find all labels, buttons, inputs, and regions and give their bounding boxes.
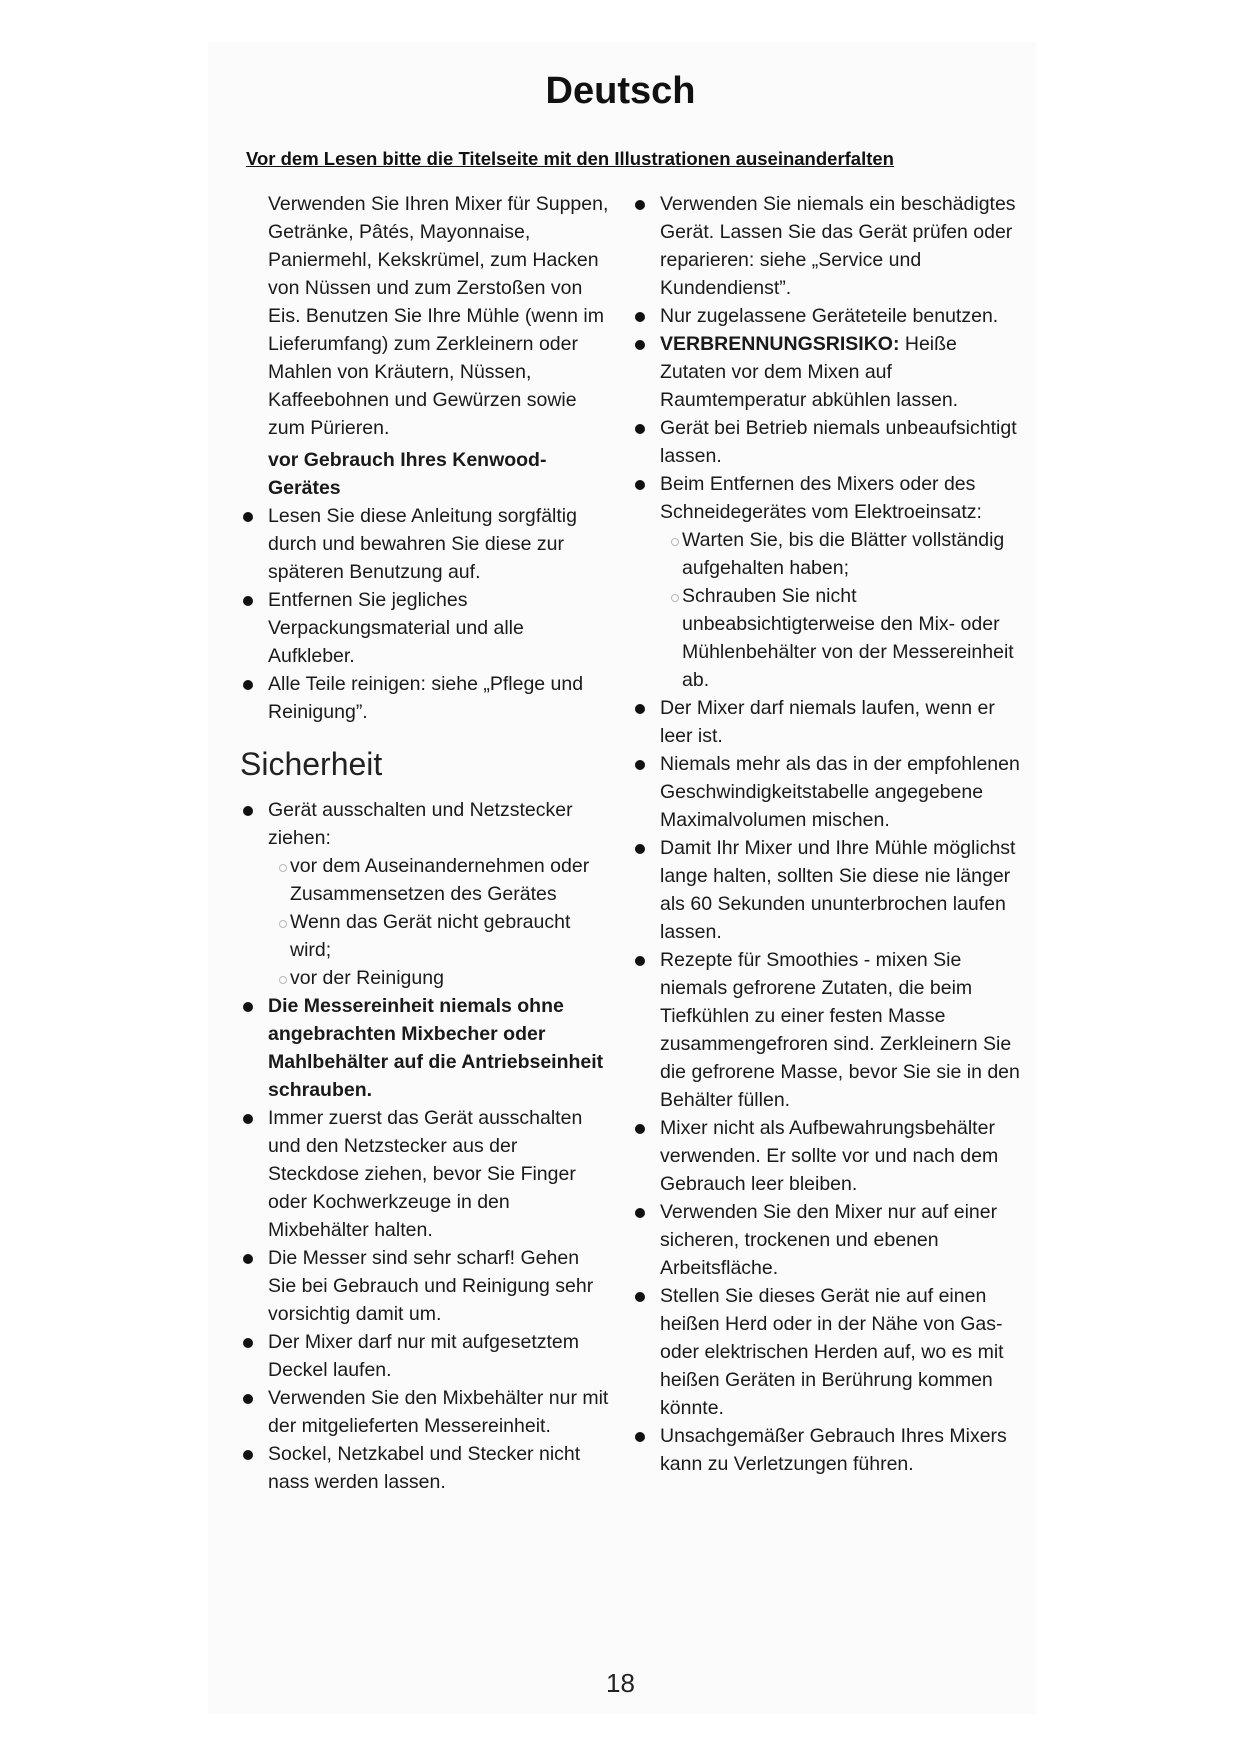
intro-paragraph: Verwenden Sie Ihren Mixer für Suppen, Getränke, Pâtés, Mayonnaise, Paniermehl, Kekskrümel, zum Hacken von Nüssen und zum Zerstoßen von Eis. Benutzen Sie Ihre Mühle (wenn im Lieferumfang) zum Zerkleinern oder Mahlen von Kräutern, Nüssen, Kaffeebohnen und Gewürzen sowie zum Pürieren.: [268, 193, 609, 439]
left-column: [240, 190, 610, 1496]
safety-list-continued: [632, 190, 1022, 1478]
bullet-icon: [635, 340, 645, 350]
circle-bullet-icon: [671, 538, 679, 546]
circle-bullet-icon: [279, 920, 287, 928]
sub-list-item: vor dem Auseinandernehmen oder Zusammensetzen des Gerätes: [290, 852, 610, 908]
list-item: Nur zugelassene Geräteteile benutzen.: [632, 302, 1022, 330]
bullet-icon: [243, 1394, 253, 1404]
circle-bullet-icon: [671, 594, 679, 602]
before-use-list: [240, 502, 610, 726]
list-item: VERBRENNUNGSRISIKO: Heiße Zutaten vor dem Mixen auf Raumtemperatur abkühlen lassen.: [632, 330, 1022, 414]
bullet-icon: [635, 480, 645, 490]
list-item: [240, 992, 610, 1104]
bullet-icon: [635, 312, 645, 322]
list-item: Entfernen Sie jegliches Verpackungsmaterial und alle Aufkleber.: [240, 586, 610, 670]
bullet-icon: [635, 1292, 645, 1302]
bullet-icon: [635, 1124, 645, 1134]
sub-list-item: Warten Sie, bis die Blätter vollständig aufgehalten haben;: [682, 526, 1022, 582]
sub-list: [268, 852, 610, 992]
list-item: Sockel, Netzkabel und Stecker nicht nass werden lassen.: [240, 1440, 610, 1496]
bullet-icon: [635, 956, 645, 966]
list-item: Unsachgemäßer Gebrauch Ihres Mixers kann zu Verletzungen führen.: [632, 1422, 1022, 1478]
bullet-icon: [243, 512, 253, 522]
list-item: Rezepte für Smoothies - mixen Sie niemals gefrorene Zutaten, die beim Tiefkühlen zu einer festen Masse zusammengefroren sind. Zerkleinern Sie die gefrorene Masse, bevor Sie sie in den Behälter füllen.: [632, 946, 1022, 1114]
bullet-icon: [243, 1450, 253, 1460]
bullet-icon: [635, 760, 645, 770]
bullet-icon: [635, 844, 645, 854]
bullet-icon: [243, 1338, 253, 1348]
list-item: Alle Teile reinigen: siehe „Pflege und Reinigung”.: [240, 670, 610, 726]
sub-list-item: Wenn das Gerät nicht gebraucht wird;: [290, 908, 610, 964]
list-item: Die Messer sind sehr scharf! Gehen Sie bei Gebrauch und Reinigung sehr vorsichtig damit um.: [240, 1244, 610, 1328]
list-item: Immer zuerst das Gerät ausschalten und den Netzstecker aus der Steckdose ziehen, bevor Sie Finger oder Kochwerkzeuge in den Mixbehälter halten.: [240, 1104, 610, 1244]
fold-out-note: Vor dem Lesen bitte die Titelseite mit den Illustrationen auseinanderfalten: [246, 148, 894, 169]
list-item: Verwenden Sie den Mixbehälter nur mit der mitgelieferten Messereinheit.: [240, 1384, 610, 1440]
sub-list: [660, 526, 1022, 694]
list-item: Beim Entfernen des Mixers oder des Schneidegerätes vom Elektroeinsatz: Warten Sie, bis die Blätter vollständig aufgehalten haben; Schrauben Sie nicht unbeabsichtigterweise den Mix- oder Mühlenbehälter von der Messereinheit ab.: [632, 470, 1022, 694]
list-item: Stellen Sie dieses Gerät nie auf einen heißen Herd oder in der Nähe von Gas- oder elektrischen Herden auf, wo es mit heißen Geräten in Berührung kommen könnte.: [632, 1282, 1022, 1422]
list-item: Damit Ihr Mixer und Ihre Mühle möglichst lange halten, sollten Sie diese nie länger als 60 Sekunden ununterbrochen laufen lassen.: [632, 834, 1022, 946]
safety-heading: Sicherheit: [240, 746, 383, 782]
list-item: Mixer nicht als Aufbewahrungsbehälter verwenden. Er sollte vor und nach dem Gebrauch leer bleiben.: [632, 1114, 1022, 1198]
bullet-icon: [635, 200, 645, 210]
bullet-icon: [243, 1114, 253, 1124]
before-use-heading: vor Gebrauch Ihres Kenwood-Gerätes: [268, 449, 547, 499]
bullet-icon: [243, 596, 253, 606]
list-item: Gerät ausschalten und Netzstecker ziehen: vor dem Auseinandernehmen oder Zusammensetzen des Gerätes Wenn das Gerät nicht gebraucht wird; vor der Reinigung: [240, 796, 610, 992]
circle-bullet-icon: [279, 976, 287, 984]
right-column: [632, 190, 1022, 1478]
bullet-icon: [635, 1432, 645, 1442]
burn-risk-label: VERBRENNUNGSRISIKO:: [660, 333, 900, 355]
blade-warning: Die Messereinheit niemals ohne angebrachten Mixbecher oder Mahlbehälter auf die Antriebseinheit schrauben.: [268, 995, 604, 1101]
list-item: Verwenden Sie niemals ein beschädigtes Gerät. Lassen Sie das Gerät prüfen oder reparieren: siehe „Service und Kundendienst”.: [632, 190, 1022, 302]
page-title: Deutsch: [545, 70, 696, 112]
safety-list: [240, 796, 610, 1496]
list-item: Niemals mehr als das in der empfohlenen Geschwindigkeitstabelle angegebene Maximalvolumen mischen.: [632, 750, 1022, 834]
bullet-icon: [635, 424, 645, 434]
list-item: Lesen Sie diese Anleitung sorgfältig durch und bewahren Sie diese zur späteren Benutzung auf.: [240, 502, 610, 586]
list-item: Gerät bei Betrieb niemals unbeaufsichtigt lassen.: [632, 414, 1022, 470]
sub-list-item: vor der Reinigung: [290, 964, 610, 992]
bullet-icon: [243, 1254, 253, 1264]
bullet-icon: [243, 806, 253, 816]
sub-list-item: Schrauben Sie nicht unbeabsichtigterweise den Mix- oder Mühlenbehälter von der Messereinheit ab.: [682, 582, 1022, 694]
list-item: Der Mixer darf niemals laufen, wenn er leer ist.: [632, 694, 1022, 750]
bullet-icon: [635, 1208, 645, 1218]
list-item: Der Mixer darf nur mit aufgesetztem Deckel laufen.: [240, 1328, 610, 1384]
list-item: Verwenden Sie den Mixer nur auf einer sicheren, trockenen und ebenen Arbeitsfläche.: [632, 1198, 1022, 1282]
bullet-icon: [635, 704, 645, 714]
circle-bullet-icon: [279, 864, 287, 872]
page-number: 18: [606, 1668, 635, 1698]
bullet-icon: [243, 1002, 253, 1012]
bullet-icon: [243, 680, 253, 690]
